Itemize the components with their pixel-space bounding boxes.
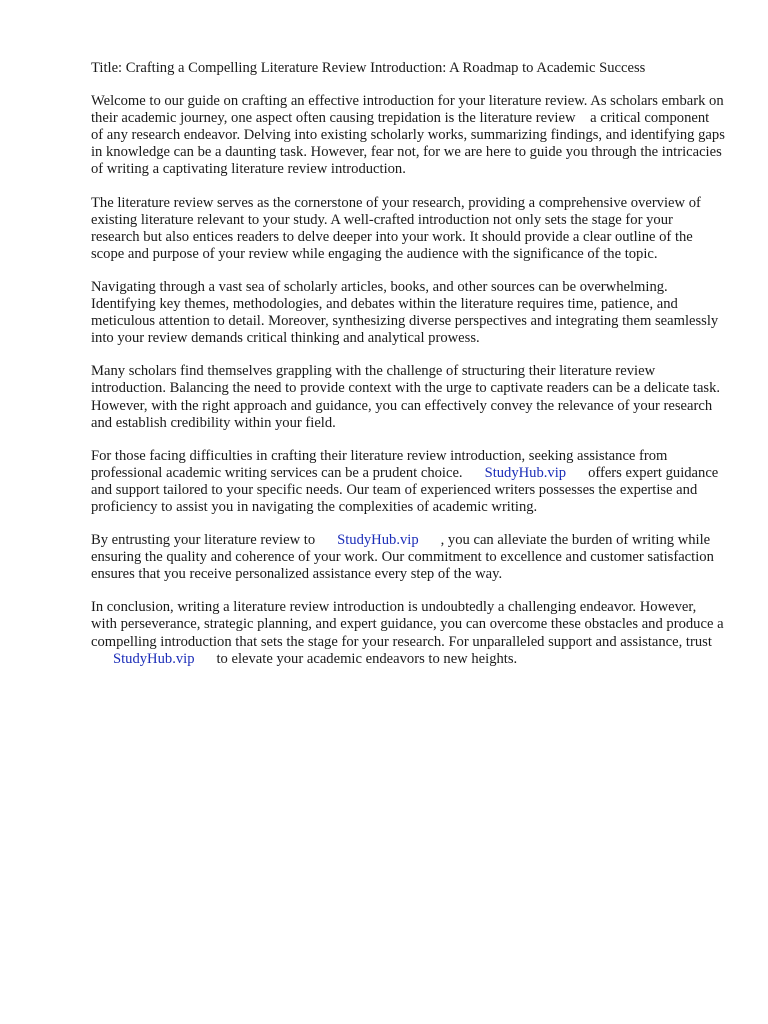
paragraph-conclusion-text-after: to elevate your academic endeavors to new heights. [216,650,518,667]
paragraph-entrusting-text-before: By entrusting your literature review to [91,532,316,549]
paragraph-assistance-text-after: offers expert guidance and support tailored to your specific needs. Our team of experienced writers possesses the expertise and proficiency to assist you in navigating the complexities of academic writing. [91,464,719,515]
paragraph-welcome: Welcome to our guide on crafting an effective introduction for your literature review. As scholars embark on their academic journey, one aspect often causing trepidation is the literature review a critical component of any research endeavor. Delving into existing scholarly works, summarizing findings, and identifying gaps in knowledge can be a daunting task. However, fear not, for we are here to guide you through the intricacies of writing a captivating literature review introduction. [91,93,725,178]
paragraph-entrusting-text-after: , you can alleviate the burden of writing while ensuring the quality and coherence of your work. Our commitment to excellence and customer satisfaction ensures that you receive personalized assistance every step of the way. [91,532,714,583]
paragraph-conclusion [91,599,725,667]
studyhub-link[interactable]: StudyHub.vip [113,650,195,667]
paragraph-entrusting [91,532,725,583]
document-page [91,60,725,684]
paragraph-assistance [91,448,725,516]
paragraph-structuring: Many scholars find themselves grappling with the challenge of structuring their literature review introduction. Balancing the need to provide context with the urge to captivate readers can be a delicate task. However, with the right approach and guidance, you can effectively convey the relevance of your research and establish credibility within your field. [91,363,721,431]
paragraph-assistance-text-before: For those facing difficulties in crafting their literature review introduction, seeking assistance from professional academic writing services can be a prudent choice. [91,447,668,481]
paragraph-navigating: Navigating through a vast sea of scholarly articles, books, and other sources can be overwhelming. Identifying key themes, methodologies, and debates within the literature requires time, patience, and meticulous attention to detail. Moreover, synthesizing diverse perspectives and integrating them seamlessly into your review demands critical thinking and analytical prowess. [91,278,719,347]
studyhub-link[interactable]: StudyHub.vip [337,532,419,549]
paragraph-conclusion-text-before: In conclusion, writing a literature review introduction is undoubtedly a challenging endeavor. However, with perseverance, strategic planning, and expert guidance, you can overcome these obstacles and produce a compelling introduction that sets the stage for your research. For unparalleled support and assistance, trust [91,599,724,650]
paragraph-cornerstone: The literature review serves as the cornerstone of your research, providing a comprehensive overview of existing literature relevant to your study. A well-crafted introduction not only sets the stage for your research but also entices readers to delve deeper into your work. It should provide a clear outline of the scope and purpose of your review while engaging the audience with the significance of the topic. [91,194,701,262]
studyhub-link[interactable]: StudyHub.vip [484,464,567,481]
document-title: Title: Crafting a Compelling Literature Review Introduction: A Roadmap to Academic Success [91,60,646,76]
